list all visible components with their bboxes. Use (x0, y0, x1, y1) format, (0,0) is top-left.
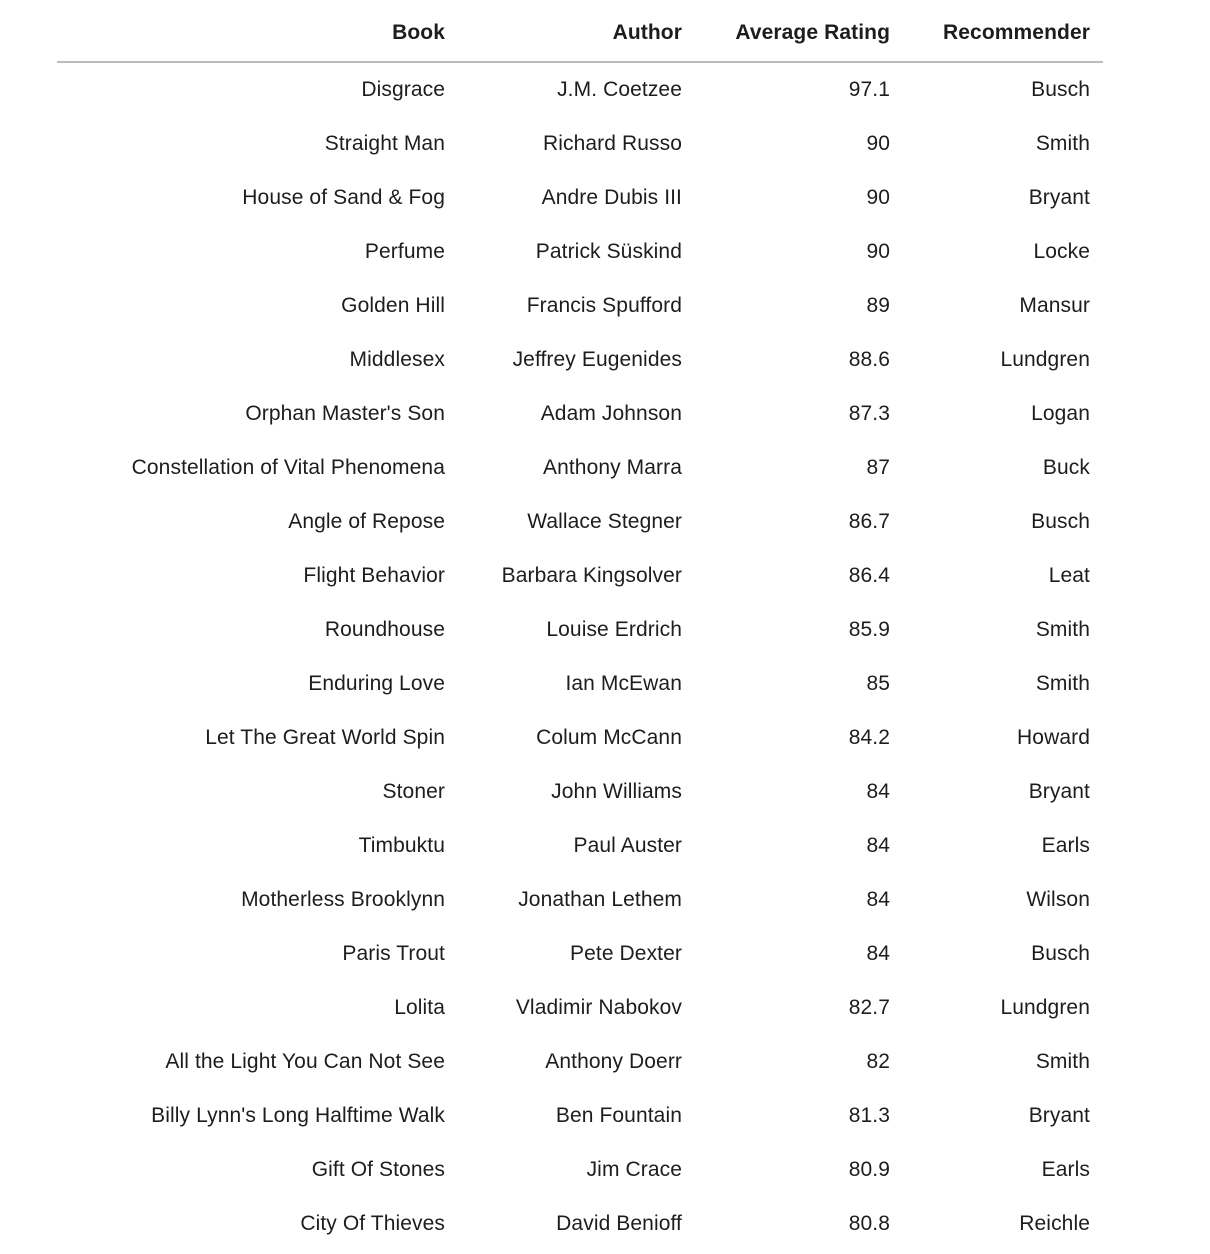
column-header-author: Author (458, 0, 695, 62)
recommender-cell: Locke (1033, 240, 1090, 263)
book-cell: All the Light You Can Not See (165, 1050, 445, 1073)
recommender-cell: Bryant (1028, 186, 1090, 209)
recommender-cell: Leat (1048, 564, 1090, 587)
rating-cell: 90 (866, 186, 890, 209)
book-cell: Paris Trout (342, 942, 445, 965)
table-row (57, 279, 1103, 333)
book-cell: Roundhouse (324, 618, 445, 641)
book-cell: Golden Hill (341, 294, 445, 317)
table-row (57, 549, 1103, 603)
book-cell: Constellation of Vital Phenomena (131, 456, 445, 479)
author-cell: Ben Fountain (555, 1104, 682, 1127)
rating-cell: 82.7 (848, 996, 890, 1019)
author-cell: Jonathan Lethem (518, 888, 682, 911)
author-cell: Barbara Kingsolver (501, 564, 682, 587)
rating-cell: 90 (866, 132, 890, 155)
rating-cell: 88.6 (848, 348, 890, 371)
rating-cell: 82 (866, 1050, 890, 1073)
rating-cell: 81.3 (848, 1104, 890, 1127)
rating-cell: 97.1 (848, 78, 890, 101)
book-cell: City Of Thieves (300, 1212, 445, 1235)
recommender-cell: Logan (1031, 402, 1090, 425)
recommender-cell: Bryant (1028, 1104, 1090, 1127)
table-row (57, 387, 1103, 441)
recommender-cell: Busch (1031, 942, 1090, 965)
book-cell: Angle of Repose (288, 510, 445, 533)
table-row (57, 765, 1103, 819)
author-cell: Francis Spufford (526, 294, 682, 317)
rating-cell: 87 (866, 456, 890, 479)
author-cell: Ian McEwan (565, 672, 682, 695)
rating-cell: 84 (866, 942, 890, 965)
author-cell: Anthony Marra (542, 456, 682, 479)
author-cell: Colum McCann (536, 726, 682, 749)
book-cell: Let The Great World Spin (205, 726, 445, 749)
book-cell: Stoner (382, 780, 445, 803)
book-cell: Enduring Love (308, 672, 445, 695)
table-row (57, 603, 1103, 657)
recommender-cell: Earls (1041, 1158, 1090, 1181)
table-row (57, 981, 1103, 1035)
book-cell: Timbuktu (358, 834, 445, 857)
book-cell: Flight Behavior (303, 564, 445, 587)
column-header-book: Book (57, 0, 458, 62)
rating-cell: 84 (866, 834, 890, 857)
recommender-cell: Mansur (1019, 294, 1090, 317)
rating-cell: 89 (866, 294, 890, 317)
table-row (57, 171, 1103, 225)
author-cell: Andre Dubis III (541, 186, 682, 209)
recommender-cell: Bryant (1028, 780, 1090, 803)
rating-cell: 86.7 (848, 510, 890, 533)
rating-cell: 85.9 (848, 618, 890, 641)
column-header-average-rating: Average Rating (695, 0, 903, 62)
recommender-cell: Smith (1035, 132, 1090, 155)
table-row (57, 711, 1103, 765)
rating-cell: 84.2 (848, 726, 890, 749)
table-row (57, 441, 1103, 495)
author-cell: Richard Russo (542, 132, 682, 155)
table-row (57, 1143, 1103, 1197)
recommender-cell: Lundgren (1000, 348, 1090, 371)
recommender-cell: Smith (1035, 672, 1090, 695)
recommender-cell: Buck (1042, 456, 1090, 479)
table-row (57, 333, 1103, 387)
rating-cell: 84 (866, 888, 890, 911)
recommender-cell: Busch (1031, 78, 1090, 101)
book-cell: Motherless Brooklynn (241, 888, 445, 911)
table-row (57, 927, 1103, 981)
column-header-recommender: Recommender (903, 0, 1103, 62)
book-cell: Gift Of Stones (311, 1158, 445, 1181)
table-header (57, 0, 1103, 62)
author-cell: David Benioff (556, 1212, 682, 1235)
author-cell: Louise Erdrich (546, 618, 682, 641)
author-cell: J.M. Coetzee (557, 78, 682, 101)
recommender-cell: Smith (1035, 618, 1090, 641)
author-cell: Jeffrey Eugenides (512, 348, 682, 371)
rating-cell: 80.9 (848, 1158, 890, 1181)
author-cell: Pete Dexter (570, 942, 682, 965)
table-row (57, 1035, 1103, 1089)
table-row (57, 1197, 1103, 1251)
rating-cell: 87.3 (848, 402, 890, 425)
table-row (57, 873, 1103, 927)
recommender-cell: Howard (1017, 726, 1090, 749)
table-row (57, 819, 1103, 873)
rating-cell: 80.8 (848, 1212, 890, 1235)
book-cell: Lolita (394, 996, 445, 1019)
author-cell: Vladimir Nabokov (515, 996, 682, 1019)
table-row (57, 117, 1103, 171)
author-cell: Patrick Süskind (535, 240, 682, 263)
book-cell: Billy Lynn's Long Halftime Walk (151, 1104, 445, 1127)
author-cell: John Williams (551, 780, 682, 803)
table-row (57, 62, 1103, 117)
book-cell: Perfume (364, 240, 445, 263)
book-ratings-table (57, 0, 1103, 1251)
recommender-cell: Lundgren (1000, 996, 1090, 1019)
recommender-cell: Busch (1031, 510, 1090, 533)
table-body (57, 62, 1103, 1251)
recommender-cell: Wilson (1026, 888, 1090, 911)
header-row (57, 0, 1103, 62)
book-cell: Disgrace (361, 78, 445, 101)
rating-cell: 86.4 (848, 564, 890, 587)
author-cell: Anthony Doerr (545, 1050, 682, 1073)
book-cell: Middlesex (349, 348, 445, 371)
table-row (57, 657, 1103, 711)
book-cell: Straight Man (324, 132, 445, 155)
author-cell: Jim Crace (586, 1158, 682, 1181)
author-cell: Wallace Stegner (527, 510, 682, 533)
rating-cell: 85 (866, 672, 890, 695)
book-cell: Orphan Master's Son (245, 402, 445, 425)
table-row (57, 1089, 1103, 1143)
rating-cell: 84 (866, 780, 890, 803)
recommender-cell: Smith (1035, 1050, 1090, 1073)
table-row (57, 495, 1103, 549)
table-row (57, 225, 1103, 279)
book-cell: House of Sand & Fog (242, 186, 445, 209)
author-cell: Adam Johnson (540, 402, 682, 425)
recommender-cell: Earls (1041, 834, 1090, 857)
recommender-cell: Reichle (1019, 1212, 1090, 1235)
rating-cell: 90 (866, 240, 890, 263)
author-cell: Paul Auster (573, 834, 682, 857)
